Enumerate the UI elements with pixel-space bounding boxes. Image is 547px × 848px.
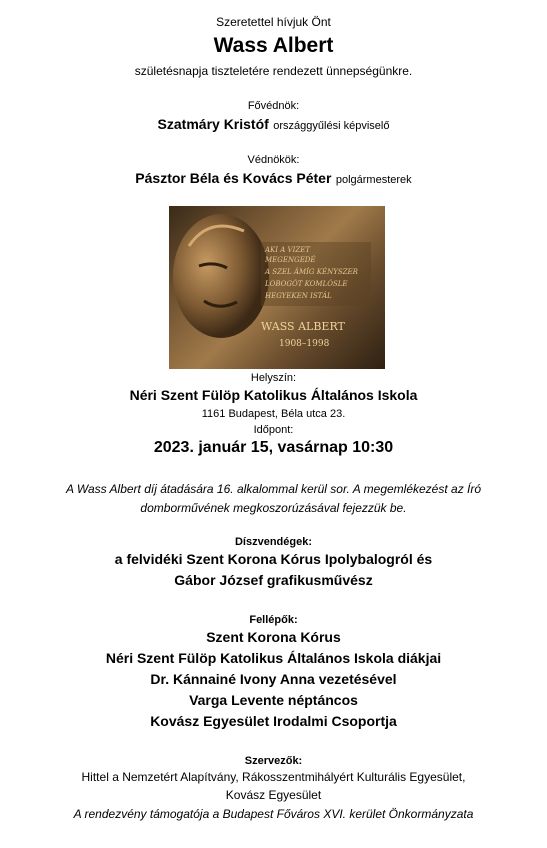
portrait-relief <box>173 214 269 338</box>
organizers-line-2: Kovász Egyesület <box>225 788 322 802</box>
note-line-1: A Wass Albert díj átadására 16. alkalommal kerül sor. A megemlékezést az Író <box>65 482 482 496</box>
venue-address: 1161 Budapest, Béla utca 23. <box>201 408 346 420</box>
performer-item: Néri Szent Fülöp Katolikus Általános Iskola diákjai <box>105 650 442 666</box>
honoree-name: Wass Albert <box>213 34 334 57</box>
organizers-label: Szervezők: <box>244 755 303 767</box>
note-line-2: domborművének megkoszorúzásával fejezzük be. <box>140 501 407 515</box>
time-label: Időpont: <box>253 424 294 436</box>
patrons-label: Védnökök: <box>247 154 300 166</box>
guests-label: Díszvendégek: <box>234 536 313 548</box>
occasion-text: születésnapja tiszteletére rendezett ünnepségünkre. <box>134 64 413 78</box>
patron-role: országgyűlési képviselő <box>273 120 390 132</box>
performer-item: Dr. Kánnainé Ivony Anna vezetésével <box>150 671 397 687</box>
plaque-line-5: HEGYEKEN ISTÁL <box>265 292 332 300</box>
bronze-plaque-photo <box>169 206 385 369</box>
support-line: A rendezvény támogatója a Budapest Főváros XVI. kerület Önkormányzata <box>73 807 474 821</box>
patron-line <box>0 116 547 134</box>
plaque-years: 1908–1998 <box>279 339 330 349</box>
patrons-role: polgármesterek <box>335 174 412 186</box>
performer-item: Szent Korona Kórus <box>206 629 341 645</box>
plaque-line-4: LOBOGÓT KOMLÓSLE <box>265 280 348 288</box>
intro-text: Szeretettel hívjuk Önt <box>216 15 331 29</box>
performers-label: Fellépők: <box>249 614 298 626</box>
patron-name: Szatmáry Kristóf <box>157 116 269 132</box>
patron-label: Fővédnök: <box>247 100 300 112</box>
plaque-line-1: AKI A VIZET <box>265 246 311 254</box>
plaque-name: WASS ALBERT <box>261 320 345 333</box>
patrons-names: Pásztor Béla és Kovács Péter <box>135 170 332 186</box>
guests-line-1: a felvidéki Szent Korona Kórus Ipolybalogról és <box>114 551 433 567</box>
performer-item: Varga Levente néptáncos <box>189 692 358 708</box>
plaque-relief <box>169 206 385 369</box>
patrons-line <box>0 170 547 188</box>
venue-label: Helyszín: <box>250 372 297 384</box>
plaque-line-2: MEGENGEDÉ <box>265 256 316 264</box>
plaque-line-3: A SZEL ÁMÍG KÉNYSZER <box>265 268 358 276</box>
event-datetime: 2023. január 15, vasárnap 10:30 <box>153 439 394 456</box>
guests-line-2: Gábor József grafikusművész <box>174 572 373 588</box>
performer-item: Kovász Egyesület Irodalmi Csoportja <box>150 713 397 729</box>
venue-name: Néri Szent Fülöp Katolikus Általános Iskola <box>129 387 418 403</box>
organizers-line-1: Hittel a Nemzetért Alapítvány, Rákosszentmihályért Kulturális Egyesület, <box>81 770 466 784</box>
